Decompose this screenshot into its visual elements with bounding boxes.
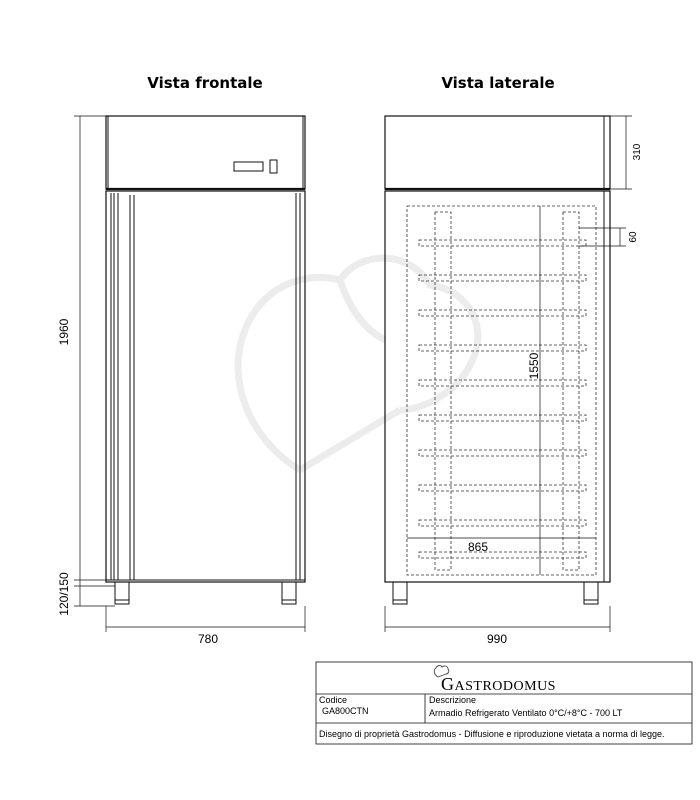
front-feet-label: 120/150 (57, 572, 71, 616)
side-top-panel (385, 116, 610, 189)
chef-hat-watermark-icon (238, 258, 478, 470)
side-interior-height-label: 1550 (527, 352, 541, 380)
side-dimension-lines (385, 116, 632, 632)
front-view (106, 116, 305, 604)
side-view (385, 116, 610, 604)
code-label: Codice (319, 695, 348, 705)
side-view-title: Vista laterale (441, 74, 555, 92)
front-door (106, 191, 305, 582)
side-shelf-gap-label: 60 (628, 231, 639, 243)
side-foot-rear (584, 582, 598, 604)
front-control-display (234, 162, 263, 171)
footer-notice: Disegno di proprietà Gastrodomus - Diffusione e riproduzione vietata a norma di legge. (319, 729, 665, 739)
front-view-title: Vista frontale (147, 74, 263, 92)
front-width-label: 780 (197, 632, 219, 646)
side-interior-depth-label: 865 (467, 540, 489, 554)
front-top-panel (106, 116, 305, 189)
description-value: Armadio Refrigerato Ventilato 0°C/+8°C - 700 LT (429, 708, 623, 718)
front-dimension-lines (74, 116, 305, 632)
side-top-label: 310 (632, 143, 643, 161)
side-foot-front (393, 582, 407, 604)
front-foot-right (282, 582, 296, 604)
side-depth-label: 990 (486, 632, 508, 646)
front-foot-left (115, 582, 129, 604)
description-label: Descrizione (429, 695, 477, 705)
rail-rear (563, 212, 579, 570)
brand-name: GASTRODOMUS (441, 674, 556, 694)
side-interior (407, 206, 596, 575)
code-value: GA800CTN (322, 706, 369, 716)
front-control-switch (270, 160, 277, 173)
front-height-label: 1960 (57, 318, 71, 346)
